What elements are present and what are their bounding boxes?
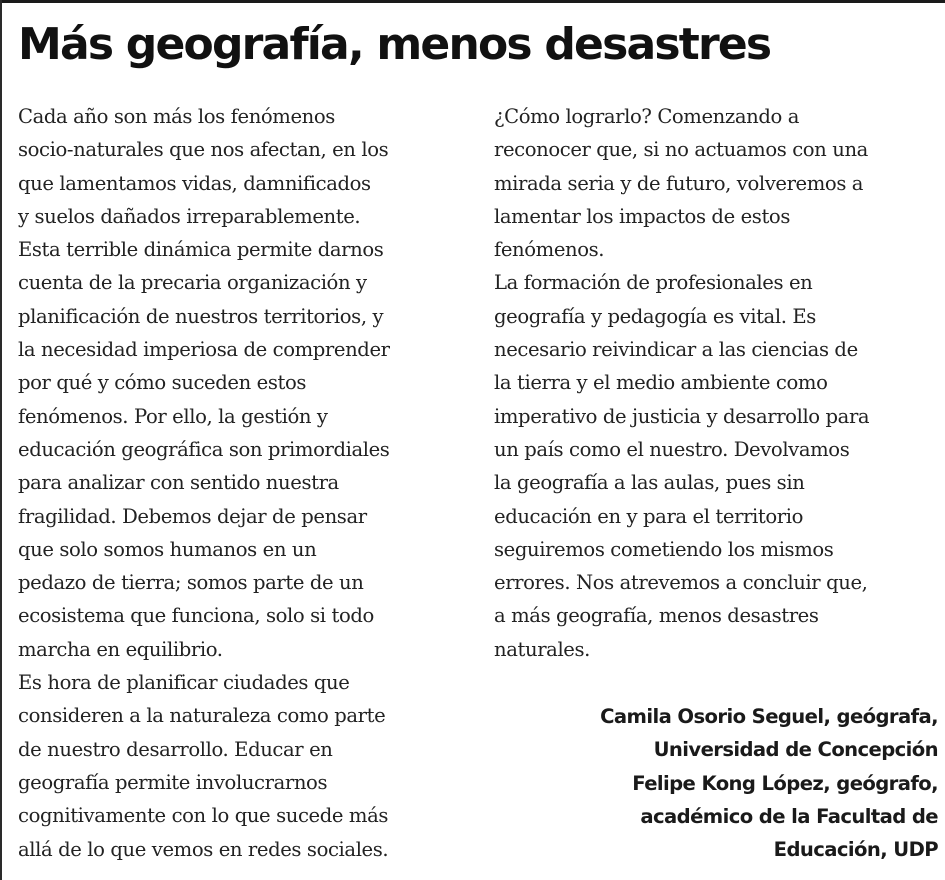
text-line: de nuestro desarrollo. Educar en [18,737,333,761]
left-column [18,100,468,866]
text-line: fragilidad. Debemos dejar de pensar [18,504,367,528]
text-line: imperativo de justicia y desarrollo para [494,404,870,428]
signature-line: Educación, UDP [773,838,938,862]
right-column [494,100,944,666]
text-line: la geografía a las aulas, pues sin [494,471,805,495]
signature-line: académico de la Facultad de [640,804,938,828]
signature-line: Felipe Kong López, geógrafo, [632,771,938,795]
text-line: geografía permite involucrarnos [18,770,328,794]
paragraph [18,233,468,666]
text-line: Es hora de planificar ciudades que [18,671,350,695]
text-line: marcha en equilibrio. [18,637,223,661]
text-line: planificación de nuestros territorios, y [18,304,384,328]
author-signature [600,700,938,866]
text-line: la tierra y el medio ambiente como [494,371,828,395]
paragraph [18,100,468,233]
text-line: ecosistema que funciona, solo si todo [18,604,374,628]
text-line: seguiremos cometiendo los mismos [494,537,834,561]
text-line: cuenta de la precaria organización y [18,271,367,295]
left-rule [0,0,2,880]
paragraph [494,100,944,266]
text-line: la necesidad imperiosa de comprender [18,338,390,362]
text-line: pedazo de tierra; somos parte de un [18,571,364,595]
text-line: errores. Nos atrevemos a concluir que, [494,571,868,595]
text-line: a más geografía, menos desastres [494,604,819,628]
paragraph [494,266,944,666]
text-line: fenómenos. Por ello, la gestión y [18,404,328,428]
text-line: por qué y cómo suceden estos [18,371,306,395]
text-line: lamentar los impactos de estos [494,204,790,228]
text-line: allá de lo que vemos en redes sociales. [18,837,389,861]
signature-line: Universidad de Concepción [653,738,938,762]
text-line: un país como el nuestro. Devolvamos [494,437,850,461]
text-line: ¿Cómo lograrlo? Comenzando a [494,105,799,128]
text-line: necesario reivindicar a las ciencias de [494,338,858,362]
text-line: reconocer que, si no actuamos con una [494,138,868,162]
top-rule [0,0,945,3]
text-line: para analizar con sentido nuestra [18,471,339,495]
text-line: educación geográfica son primordiales [18,437,390,461]
text-line: cognitivamente con lo que sucede más [18,804,389,828]
text-line: naturales. [494,637,590,661]
text-line: geografía y pedagogía es vital. Es [494,304,816,328]
text-line: educación en y para el territorio [494,504,803,528]
text-line: mirada seria y de futuro, volveremos a [494,171,864,195]
text-line: que solo somos humanos en un [18,537,317,561]
text-line: fenómenos. [494,238,605,262]
text-line: socio-naturales que nos afectan, en los [18,138,389,162]
text-line: consideren a la naturaleza como parte [18,704,386,728]
article-headline: Más geografía, menos desastres [18,19,771,70]
text-line: y suelos dañados irreparablemente. [18,204,361,228]
text-line: Cada año son más los fenómenos [18,105,335,128]
text-line: Esta terrible dinámica permite darnos [18,238,384,262]
text-line: que lamentamos vidas, damnificados [18,171,371,195]
text-line: La formación de profesionales en [494,271,813,295]
signature-line: Camila Osorio Seguel, geógrafa, [600,705,938,728]
paragraph [18,666,468,866]
